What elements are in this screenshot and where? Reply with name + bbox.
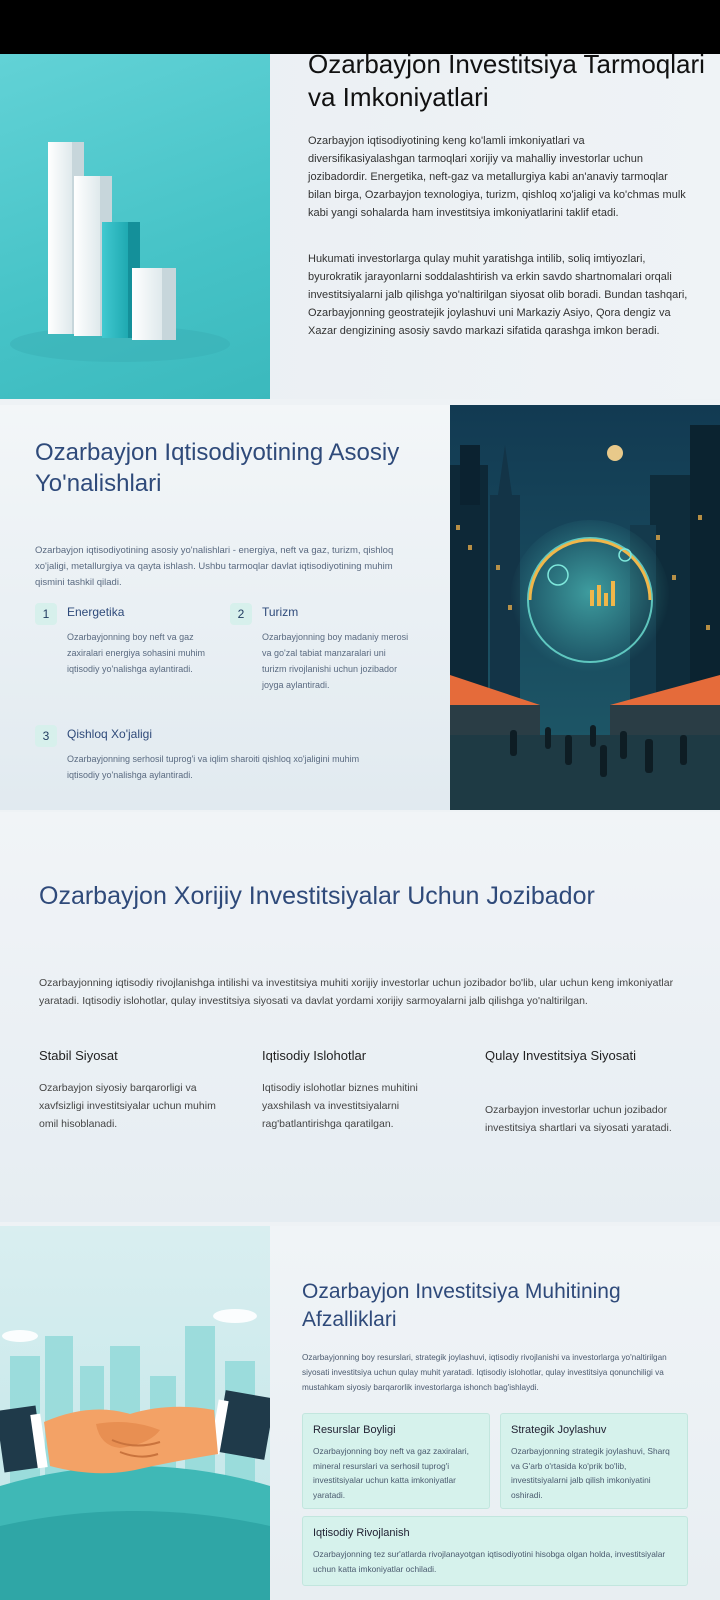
section-intro: Ozarbayjon iqtisodiyotining asosiy yo'nalishlari - energiya, neft va gaz, turizm, qishloq xo'jaligi, metallurgiya va qayta ishlash. Ushbu tarmoqlar davlat iqtisodiyotining muhim qismini tashkil qiladi.	[35, 545, 394, 588]
feature-desc: Ozarbayjonning boy neft va gaz zaxiralari energiya sohasini muhim iqtisodiy yo'nalishga aylantiradi.	[67, 632, 206, 674]
directions-section	[0, 405, 720, 810]
feature-desc: Ozarbayjonning boy madaniy merosi va go'zal tabiat manzaralari uni turizm rivojlanishi uchun jozibador joyga aylantiradi.	[262, 632, 409, 690]
card-desc: Ozarbayjonning strategik joylashuvi, Sharq va G'arb o'rtasida ko'prik bo'lib, investitsiyalarni jalb qilish imkoniyatini oshiradi.	[511, 1446, 670, 1500]
hero-paragraph: Hukumati investorlarga qulay muhit yaratishga intilib, soliq imtiyozlari, byurokratik jarayonlarni soddalashtirish va erkin savdo shartnomalari orqali investitsiyalarni jalb qilishga yo'naltirilgan siyosat olib boradi. Bundan tashqari, Ozarbayjonning geostratejik joylashuvi uni Markaziy Asiyo, Qora dengiz va Xazar dengizining asosiy savdo markazi sifatida qarashga imkon beradi.	[308, 253, 688, 337]
card-desc: Ozarbayjonning tez sur'atlarda rivojlanayotgan iqtisodiyotini hisobga olgan holda, investitsiyalar uchun katta imkoniyatlar ochiladi.	[313, 1549, 666, 1574]
info-column	[262, 1048, 457, 1133]
section-title: Ozarbayjon Investitsiya Muhitining Afzalliklari	[302, 1280, 621, 1331]
bar-chart-illustration	[0, 54, 270, 399]
status-bar	[0, 0, 720, 54]
section-intro: Ozarbayjonning boy resurslari, strategik joylashuvi, iqtisodiy rivojlanishi va investorlarga yo'naltirilgan siyosati investitsiya uchun qulay muhit yaratadi. Iqtisodiy islohotlar, qulay investitsiya qonunchiligi va mustahkam siyosiy barqarorlik investorlarga ishonch bag'ishlaydi.	[302, 1353, 667, 1392]
feature-title: Energetika	[67, 605, 125, 619]
advantage-card	[302, 1516, 688, 1586]
hero-paragraph: Ozarbayjon iqtisodiyotining keng ko'lamli imkoniyatlari va diversifikasiyalashgan tarmoqlari xorijiy va mahalliy investorlar uchun jozibadordir. Energetika, neft-gaz va metallurgiya kabi an'anaviy tarmoqlar bilan birga, Ozarbayjon texnologiya, turizm, qishloq xo'jaligi va ko'chmas mulk kabi yangi sohalarda ham investitsiya imkoniyatlarini taklif etadi.	[308, 135, 686, 219]
column-desc: Ozarbayjon siyosiy barqarorligi va xavfsizligi investitsiyalar uchun muhim omil hisoblanadi.	[39, 1082, 216, 1130]
city-illustration	[450, 405, 720, 810]
feature-number: 1	[35, 603, 57, 625]
page-title: Ozarbayjon Investitsiya Tarmoqlari va Imkoniyatlari	[308, 49, 705, 112]
card-title: Strategik Joylashuv	[511, 1424, 607, 1436]
advantages-section	[0, 1226, 720, 1600]
section-intro: Ozarbayjonning iqtisodiy rivojlanishga intilishi va investitsiya muhiti xorijiy investorlar uchun jozibador bo'lib, ular uchun keng imkoniyatlar yaratadi. Iqtisodiy islohotlar, qulay investitsiya siyosati va davlat yordami xorijiy sarmoyalarni jalb qilishga yo'naltirilgan.	[39, 977, 674, 1007]
hero-section	[0, 49, 720, 399]
feature-title: Qishloq Xo'jaligi	[67, 727, 153, 741]
attractive-section	[0, 812, 720, 1222]
handshake-illustration	[0, 1226, 270, 1600]
advantage-card	[302, 1413, 490, 1509]
card-title: Iqtisodiy Rivojlanish	[313, 1527, 410, 1539]
section-title: Ozarbayjon Iqtisodiyotining Asosiy Yo'nalishlari	[35, 439, 400, 497]
feature-desc: Ozarbayjonning serhosil tuprog'i va iqlim sharoiti qishloq xo'jaligini muhim iqtisodiy yo'nalishga aylantiradi.	[67, 754, 360, 780]
feature-number: 2	[230, 603, 252, 625]
column-title: Iqtisodiy Islohotlar	[262, 1048, 367, 1063]
card-desc: Ozarbayjonning boy neft va gaz zaxiralari, mineral resurslari va serhosil tuprog'i investitsiyalar uchun katta imkoniyatlar yaratadi.	[313, 1446, 469, 1500]
card-title: Resurslar Boyligi	[313, 1424, 396, 1436]
section-title: Ozarbayjon Xorijiy Investitsiyalar Uchun Jozibador	[39, 882, 595, 910]
advantage-card	[500, 1413, 688, 1509]
column-title: Stabil Siyosat	[39, 1048, 118, 1063]
info-column	[485, 1048, 680, 1137]
info-column	[39, 1048, 234, 1133]
column-desc: Ozarbayjon investorlar uchun jozibador investitsiya shartlari va siyosati yaratadi.	[485, 1104, 672, 1134]
feature-title: Turizm	[262, 605, 299, 619]
feature-number: 3	[35, 725, 57, 747]
column-title: Qulay Investitsiya Siyosati	[485, 1048, 637, 1063]
column-desc: Iqtisodiy islohotlar biznes muhitini yaxshilash va investitsiyalarni rag'batlantirishga qaratilgan.	[262, 1082, 418, 1130]
